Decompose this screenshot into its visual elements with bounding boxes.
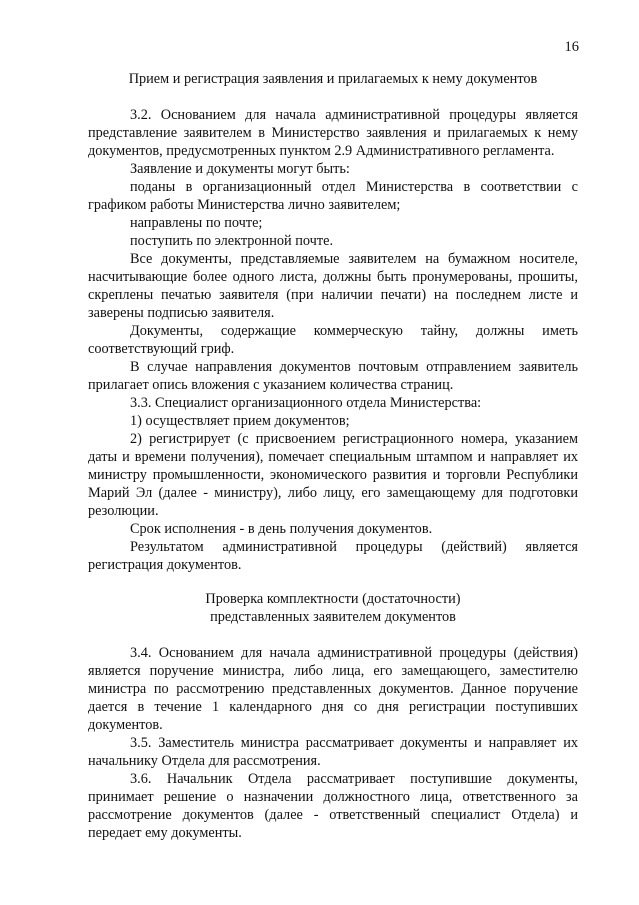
paragraph-item-2: 2) регистрирует (с присвоением регистрационного номера, указанием даты и времени получения), помечает специальным штампом и направляет их министру промышленности, экономического развития и торговли Республики Марий Эл (далее - министру), либо лицу, его замещающему для подготовки резолюции.: [88, 431, 578, 519]
paragraph-documents-may-be: Заявление и документы могут быть:: [130, 161, 350, 177]
section-heading-registration: Прием и регистрация заявления и прилагаемых к нему документов: [128, 71, 538, 87]
paragraph-3-5: 3.5. Заместитель министра рассматривает документы и направляет их начальнику Отдела для рассмотрения.: [88, 735, 578, 769]
paragraph-deadline: Срок исполнения - в день получения документов.: [130, 521, 433, 537]
paragraph-by-email: поступить по электронной почте.: [130, 233, 334, 249]
document-content: [88, 70, 578, 842]
paragraph-postal-sending: В случае направления документов почтовым отправлением заявитель прилагает опись вложения с указанием количества страниц.: [88, 359, 578, 393]
paragraph-3-3: 3.3. Специалист организационного отдела Министерства:: [130, 395, 482, 411]
paragraph-3-2: 3.2. Основанием для начала административной процедуры является представление заявителем в Министерство заявления и прилагаемых к нему документов, предусмотренных пунктом 2.9 Административного регламента.: [88, 107, 578, 159]
paragraph-3-6: 3.6. Начальник Отдела рассматривает поступившие документы, принимает решение о назначении должностного лица, ответственного за рассмотрение документов (далее - ответственный специалист Отдела) и передает ему документы.: [88, 771, 578, 841]
section-heading-completeness: Проверка комплектности (достаточности) представленных заявителем документов: [205, 591, 461, 625]
paragraph-commercial-secret: Документы, содержащие коммерческую тайну, должны иметь соответствующий гриф.: [88, 323, 578, 357]
paragraph-3-4: 3.4. Основанием для начала административной процедуры (действия) является поручение министра, либо лица, его замещающего, заместителю министра по рассмотрению представленных документов. Данное поручение дается в течение 1 календарного дня со дня регистрации поступивших документов.: [88, 645, 578, 733]
paragraph-paper-documents: Все документы, представляемые заявителем на бумажном носителе, насчитывающие более одного листа, должны быть пронумерованы, прошиты, скреплены печатью заявителя (при наличии печати) на последнем листе и заверены подписью заявителя.: [88, 251, 578, 321]
paragraph-result: Результатом административной процедуры (действий) является регистрация документов.: [88, 539, 578, 573]
page-number: 16: [564, 39, 579, 55]
paragraph-sent-by-mail: направлены по почте;: [130, 215, 263, 231]
paragraph-item-1: 1) осуществляет прием документов;: [130, 413, 350, 429]
paragraph-submitted-in-person: поданы в организационный отдел Министерства в соответствии с графиком работы Министерства лично заявителем;: [88, 179, 578, 213]
